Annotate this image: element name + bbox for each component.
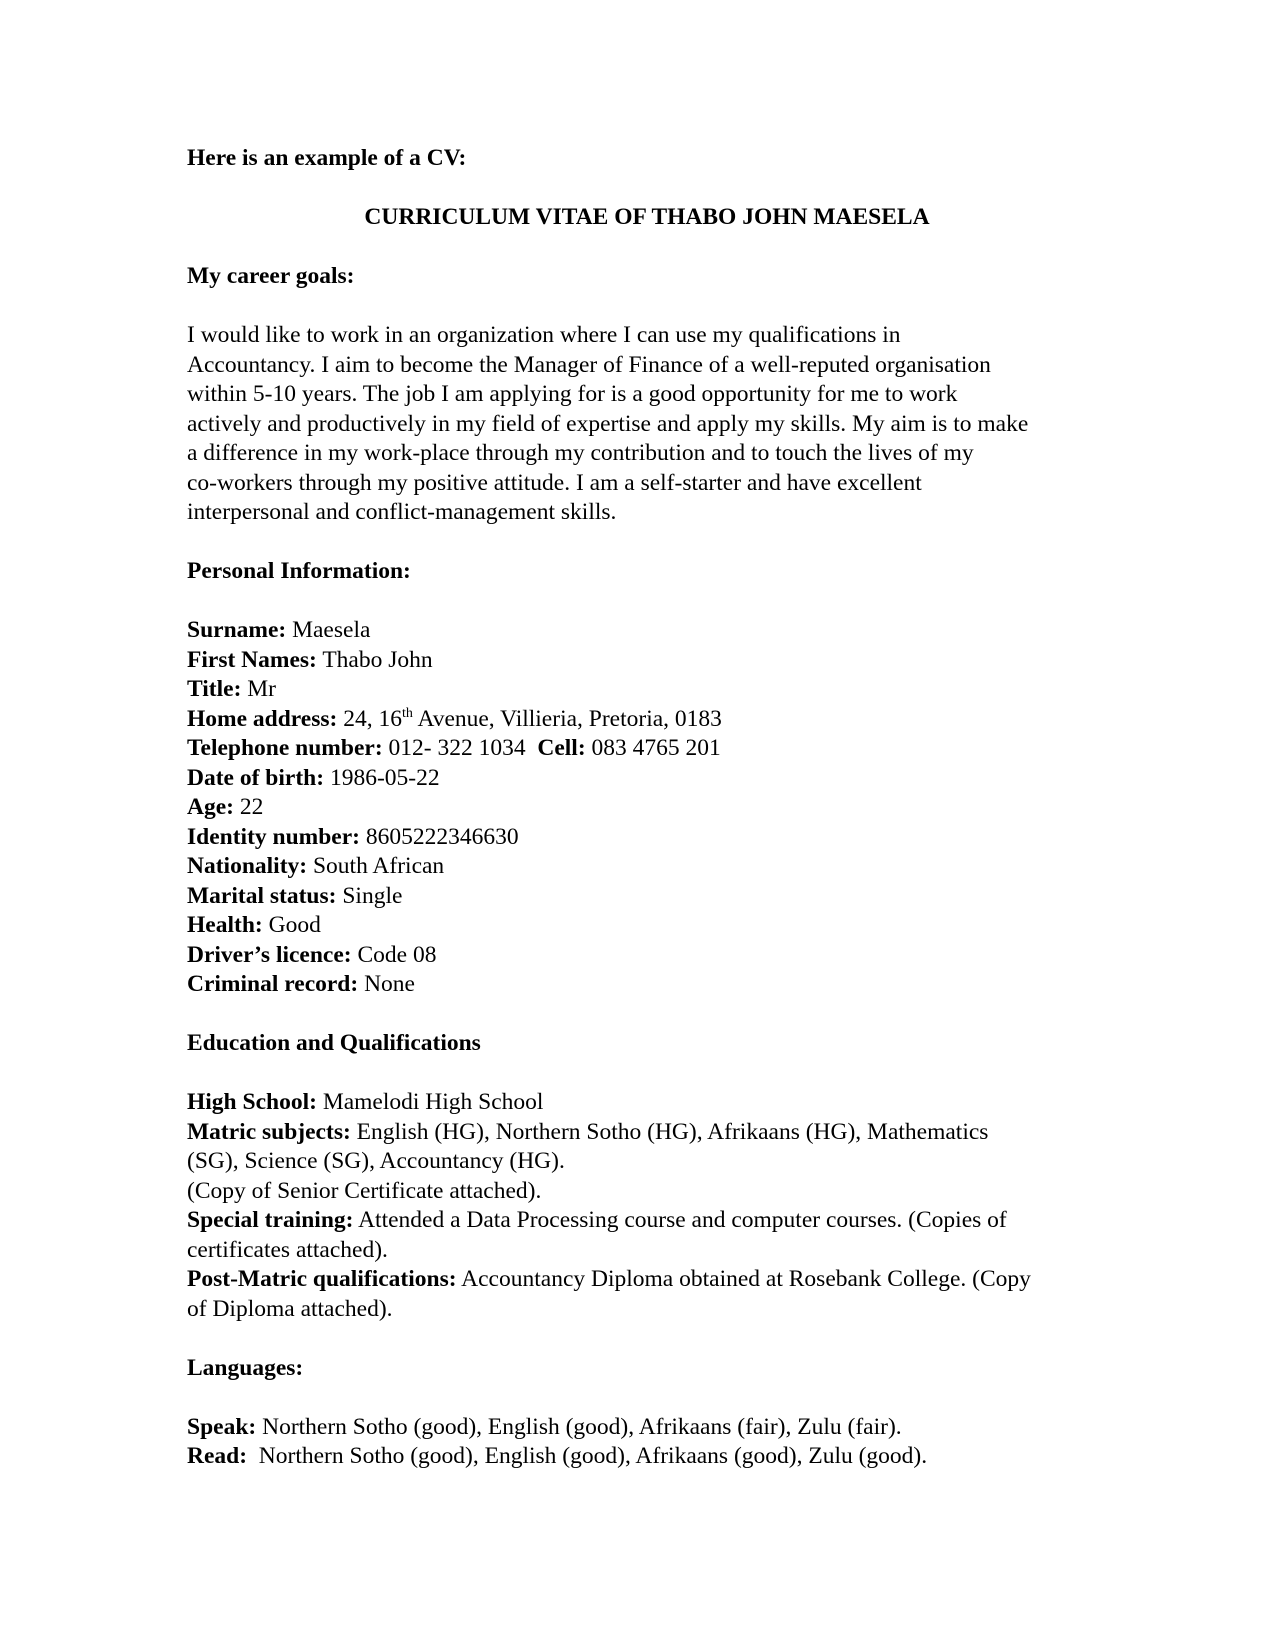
cell-value: 083 4765 201 — [591, 735, 721, 761]
telephone-row — [187, 734, 1087, 764]
criminal-record-label: Criminal record: — [187, 971, 359, 997]
special-training-continued: certificates attached). — [187, 1236, 388, 1263]
read-value: Northern Sotho (good), English (good), Afrikaans (good), Zulu (good). — [258, 1443, 928, 1469]
identity-number-value: 8605222346630 — [365, 823, 519, 850]
first-names-value: Thabo John — [322, 646, 433, 673]
title-label: Title: — [187, 676, 242, 702]
age-row — [187, 793, 1087, 823]
special-training-row — [187, 1206, 1087, 1236]
health-row — [187, 911, 1087, 941]
drivers-licence-label: Driver’s licence: — [187, 941, 352, 968]
health-value: Good — [268, 912, 321, 938]
surname-row — [187, 616, 1087, 646]
senior-certificate-note: (Copy of Senior Certificate attached). — [187, 1177, 542, 1204]
first-names-row — [187, 646, 1087, 676]
high-school-value: Mamelodi High School — [322, 1089, 544, 1115]
special-training-value: Attended a Data Processing course and computer courses. (Copies of — [358, 1207, 1007, 1233]
title-row — [187, 675, 1087, 705]
home-address-value — [343, 706, 722, 732]
nationality-value: South African — [312, 853, 445, 879]
dob-value: 1986-05-22 — [329, 764, 440, 791]
languages-speak-row — [187, 1413, 1087, 1443]
high-school-label: High School: — [187, 1089, 317, 1115]
career-line: within 5-10 years. The job I am applying for is a good opportunity for me to work — [187, 381, 958, 407]
languages-read-row — [187, 1442, 1087, 1472]
speak-label: Speak: — [187, 1413, 257, 1440]
home-address-label: Home address: — [187, 705, 338, 732]
criminal-record-value: None — [364, 971, 415, 997]
speak-value: Northern Sotho (good), English (good), Afrikaans (fair), Zulu (fair). — [262, 1413, 902, 1440]
career-goals-paragraph — [187, 321, 1087, 528]
nationality-row — [187, 852, 1087, 882]
drivers-licence-value: Code 08 — [357, 941, 437, 968]
drivers-licence-row — [187, 941, 1087, 971]
age-label: Age: — [187, 794, 234, 820]
first-names-label: First Names: — [187, 646, 317, 673]
post-matric-label: Post-Matric qualifications: — [187, 1266, 457, 1292]
career-line: a difference in my work-place through my contribution and to touch the lives of my — [187, 440, 974, 466]
matric-subjects-continued: (SG), Science (SG), Accountancy (HG). — [187, 1148, 565, 1174]
intro-heading: Here is an example of a CV: — [187, 145, 467, 171]
career-line: Accountancy. I aim to become the Manager of Finance of a well-reputed organisation — [187, 351, 991, 378]
identity-number-row — [187, 823, 1087, 853]
cv-title: CURRICULUM VITAE OF THABO JOHN MAESELA — [364, 204, 930, 230]
post-matric-value: Accountancy Diploma obtained at Rosebank College. (Copy — [461, 1266, 1031, 1292]
cell-label: Cell: — [537, 735, 586, 761]
career-line: I would like to work in an organization where I can use my qualifications in — [187, 322, 901, 348]
marital-status-label: Marital status: — [187, 882, 337, 909]
surname-label: Surname: — [187, 617, 287, 643]
career-line: interpersonal and conflict-management skills. — [187, 499, 617, 525]
special-training-label: Special training: — [187, 1207, 354, 1233]
age-value: 22 — [239, 794, 264, 820]
nationality-label: Nationality: — [187, 853, 308, 879]
address-number: 24, 16 — [343, 705, 402, 732]
career-line: co-workers through my positive attitude. I am a self-starter and have excellent — [187, 469, 922, 496]
home-address-row — [187, 705, 1087, 735]
surname-value: Maesela — [292, 617, 371, 643]
cv-document — [187, 144, 1087, 1472]
post-matric-continued: of Diploma attached). — [187, 1295, 393, 1322]
address-ordinal-suffix: th — [401, 705, 413, 721]
address-rest: Avenue, Villieria, Pretoria, 0183 — [417, 705, 722, 732]
high-school-row — [187, 1088, 1087, 1118]
career-line: actively and productively in my field of expertise and apply my skills. My aim is to make — [187, 410, 1029, 437]
date-of-birth-row — [187, 764, 1087, 794]
dob-label: Date of birth: — [187, 764, 325, 791]
read-label: Read: — [187, 1443, 248, 1469]
identity-number-label: Identity number: — [187, 823, 360, 850]
marital-status-value: Single — [342, 882, 403, 909]
matric-subjects-value: English (HG), Northern Sotho (HG), Afrikaans (HG), Mathematics — [356, 1118, 989, 1145]
languages-heading: Languages: — [187, 1354, 304, 1381]
career-goals-heading: My career goals: — [187, 263, 355, 289]
health-label: Health: — [187, 912, 263, 938]
matric-subjects-row — [187, 1118, 1087, 1148]
marital-status-row — [187, 882, 1087, 912]
telephone-value: 012- 322 1034 — [388, 735, 526, 761]
post-matric-row — [187, 1265, 1087, 1295]
personal-info-heading: Personal Information: — [187, 558, 411, 584]
telephone-label: Telephone number: — [187, 735, 383, 761]
education-heading: Education and Qualifications — [187, 1030, 481, 1056]
criminal-record-row — [187, 970, 1087, 1000]
title-value: Mr — [247, 676, 276, 702]
matric-subjects-label: Matric subjects: — [187, 1118, 351, 1145]
